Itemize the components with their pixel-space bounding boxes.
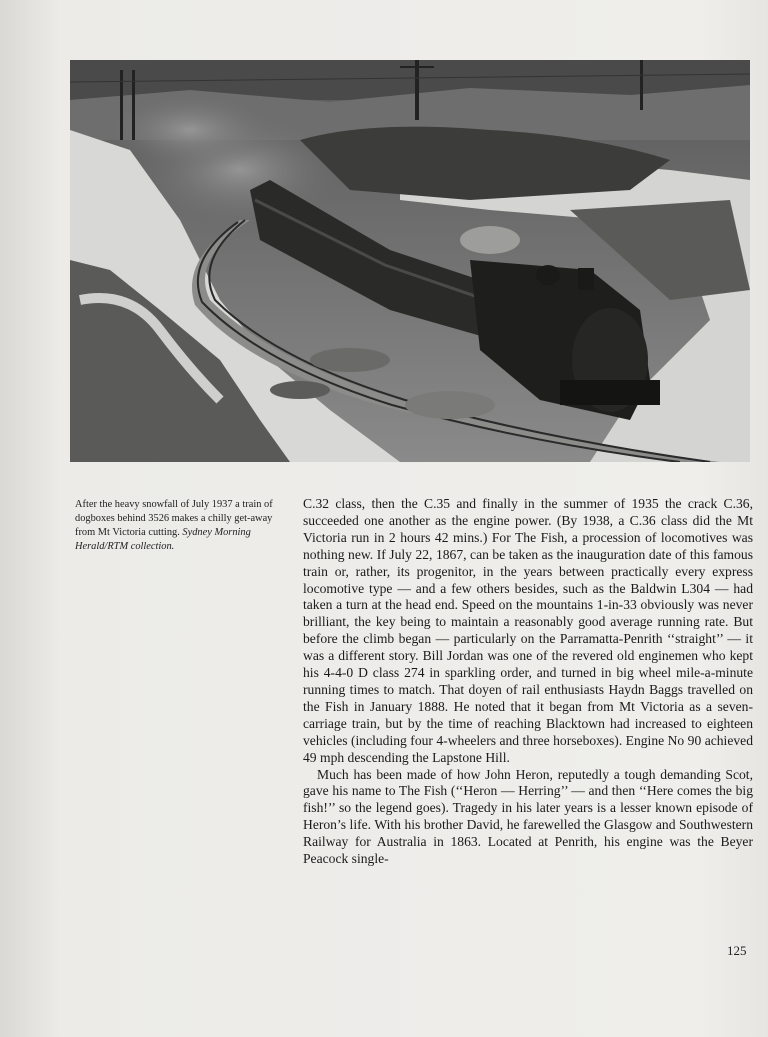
body-paragraph-2: Much has been made of how John Heron, reputedly a tough demanding Scot, gave his name to The Fish (‘‘Heron — Herring’’ — and then ‘‘Here comes the big fish!’’ so the legend goes). Tragedy in his later years is a lesser known episode of Heron’s life. With his brother David, he farewelled the Glasgow and Southwestern Railway for Australia in 1863. Located at Penrith, his engine was the Beyer Peacock single- [303,766,753,867]
caption-credit: Sydney Morning Herald/RTM collection. [75,527,251,552]
article-body [303,496,753,868]
caption-text: After the heavy snowfall of July 1937 a train of dogboxes behind 3526 makes a chilly get-away from Mt Victoria cutting. [75,499,273,538]
photo-caption [75,498,295,554]
body-paragraph-1: C.32 class, then the C.35 and finally in the summer of 1935 the crack C.36, succeeded one another as the engine power. (By 1938, a C.36 class did the Mt Victoria run in 2 hours 42 mins.) For The Fish, a procession of locomotives was nothing new. If July 22, 1867, can be taken as the inauguration date of this famous train or, rather, its progenitor, in the years between practically every express locomotive type — and a few others besides, such as the Baldwin L304 — had taken a turn at the head end. Speed on the mountains 1-in-33 obviously was never brilliant, the key being to maintain a reasonably good average running rate. But before the climb began — particularly on the Parramatta-Penrith ‘‘straight’’ — it was a different story. Bill Jordan was one of the revered old enginemen who kept his 4-4-0 D class 274 in sparkling order, and turned in big wheel mile-a-minute running times to match. That doyen of rail enthusiasts Haydn Baggs travelled on the Fish in January 1888. He noted that it began from Mt Victoria as a seven-carriage train, but by the time of reaching Blacktown had increased to eighteen vehicles (including four 4-wheelers and three horseboxes). Engine No 90 achieved 49 mph descending the Lapstone Hill. [303,496,753,765]
page-number: 125 [727,943,747,958]
train-in-snow-photo [70,60,750,462]
